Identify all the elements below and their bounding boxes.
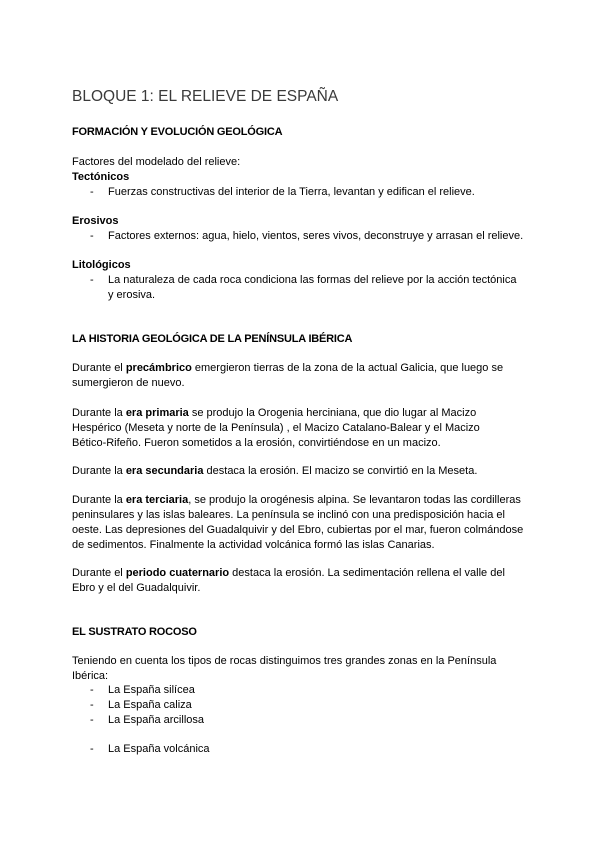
bullet-dash: - [90, 274, 94, 286]
paragraph-text: Teniendo en cuenta los tipos de rocas distinguimos tres grandes zonas en la Península [72, 655, 497, 667]
document-title: BLOQUE 1: EL RELIEVE DE ESPAÑA [72, 88, 339, 105]
paragraph-bold-term: era terciaria [125, 494, 189, 506]
paragraph-text: , se produjo la orogénesis alpina. Se levantaron todas las cordilleras [188, 494, 521, 506]
paragraph-text: oeste. Las depresiones del Guadalquivir y del Ebro, cubiertas por el mar, fueron colmándose [72, 524, 524, 536]
list-item-volcanica: La España volcánica [108, 743, 210, 755]
paragraph-text: Durante la [72, 407, 126, 419]
paragraph-text: Durante el [72, 567, 126, 579]
paragraph-era-primaria [72, 406, 532, 451]
paragraph-text: destaca la erosión. El macizo se convirtió en la Meseta. [203, 465, 478, 477]
paragraph-text: Hespérico (Meseta y norte de la Península) , el Macizo Catalano-Balear y el Macizo [72, 422, 480, 434]
paragraph-text: sumergieron de nuevo. [72, 377, 185, 389]
bullet-text-tectonicos: Fuerzas constructivas del interior de la Tierra, levantan y edifican el relieve. [108, 186, 475, 198]
list-item-caliza: La España caliza [108, 699, 192, 711]
paragraph-text: de sedimentos. Finalmente la actividad volcánica formó las islas Canarias. [72, 539, 435, 551]
bullet-dash: - [90, 684, 94, 696]
list-item-silicea: La España silícea [108, 684, 195, 696]
paragraph-bold-term: precámbrico [125, 362, 192, 374]
sustrato-intro [72, 654, 532, 684]
paragraph-text: destaca la erosión. La sedimentación rellena el valle del [229, 567, 505, 579]
factores-intro: Factores del modelado del relieve: [72, 156, 241, 168]
list-item-arcillosa: La España arcillosa [108, 714, 205, 726]
paragraph-text: Durante la [72, 494, 126, 506]
bullet-dash: - [90, 743, 94, 755]
paragraph-text: Durante el [72, 362, 126, 374]
paragraph-text: peninsulares y las islas baleares. La península se inclinó con una predisposición hacia el [72, 509, 505, 521]
paragraph-precambrico [72, 361, 532, 391]
paragraph-text: Bético-Rifeño. Fueron sometidos a la erosión, convirtiéndose en un macizo. [72, 437, 441, 449]
paragraph-bold-term: era primaria [125, 407, 189, 419]
paragraph-bold-term: era secundaria [125, 465, 204, 477]
subheading-litologicos: Litológicos [72, 259, 131, 271]
paragraph-era-terciaria [72, 493, 532, 553]
section-heading-formacion: FORMACIÓN Y EVOLUCIÓN GEOLÓGICA [72, 126, 283, 138]
paragraph-bold-term: periodo cuaternario [125, 567, 230, 579]
paragraph-era-secundaria [72, 464, 532, 479]
bullet-text-litologicos-1: La naturaleza de cada roca condiciona las formas del relieve por la acción tectónica [108, 274, 517, 286]
bullet-text-litologicos-2: y erosiva. [108, 289, 156, 301]
section-heading-sustrato: EL SUSTRATO ROCOSO [72, 626, 197, 638]
paragraph-text: emergieron tierras de la zona de la actual Galicia, que luego se [191, 362, 504, 374]
bullet-dash: - [90, 186, 94, 198]
paragraph-text: Ibérica: [72, 670, 109, 682]
bullet-dash: - [90, 230, 94, 242]
paragraph-text: se produjo la Orogenia herciniana, que dio lugar al Macizo [188, 407, 477, 419]
bullet-dash: - [90, 714, 94, 726]
subheading-tectonicos: Tectónicos [72, 171, 130, 183]
bullet-dash: - [90, 699, 94, 711]
section-heading-historia: LA HISTORIA GEOLÓGICA DE LA PENÍNSULA IBÉRICA [72, 333, 353, 345]
subheading-erosivos: Erosivos [72, 215, 119, 227]
paragraph-text: Ebro y el del Guadalquivir. [72, 582, 201, 594]
paragraph-text: Durante la [72, 465, 126, 477]
paragraph-cuaternario [72, 566, 532, 596]
bullet-text-erosivos: Factores externos: agua, hielo, vientos, seres vivos, deconstruye y arrasan el relieve. [108, 230, 524, 242]
